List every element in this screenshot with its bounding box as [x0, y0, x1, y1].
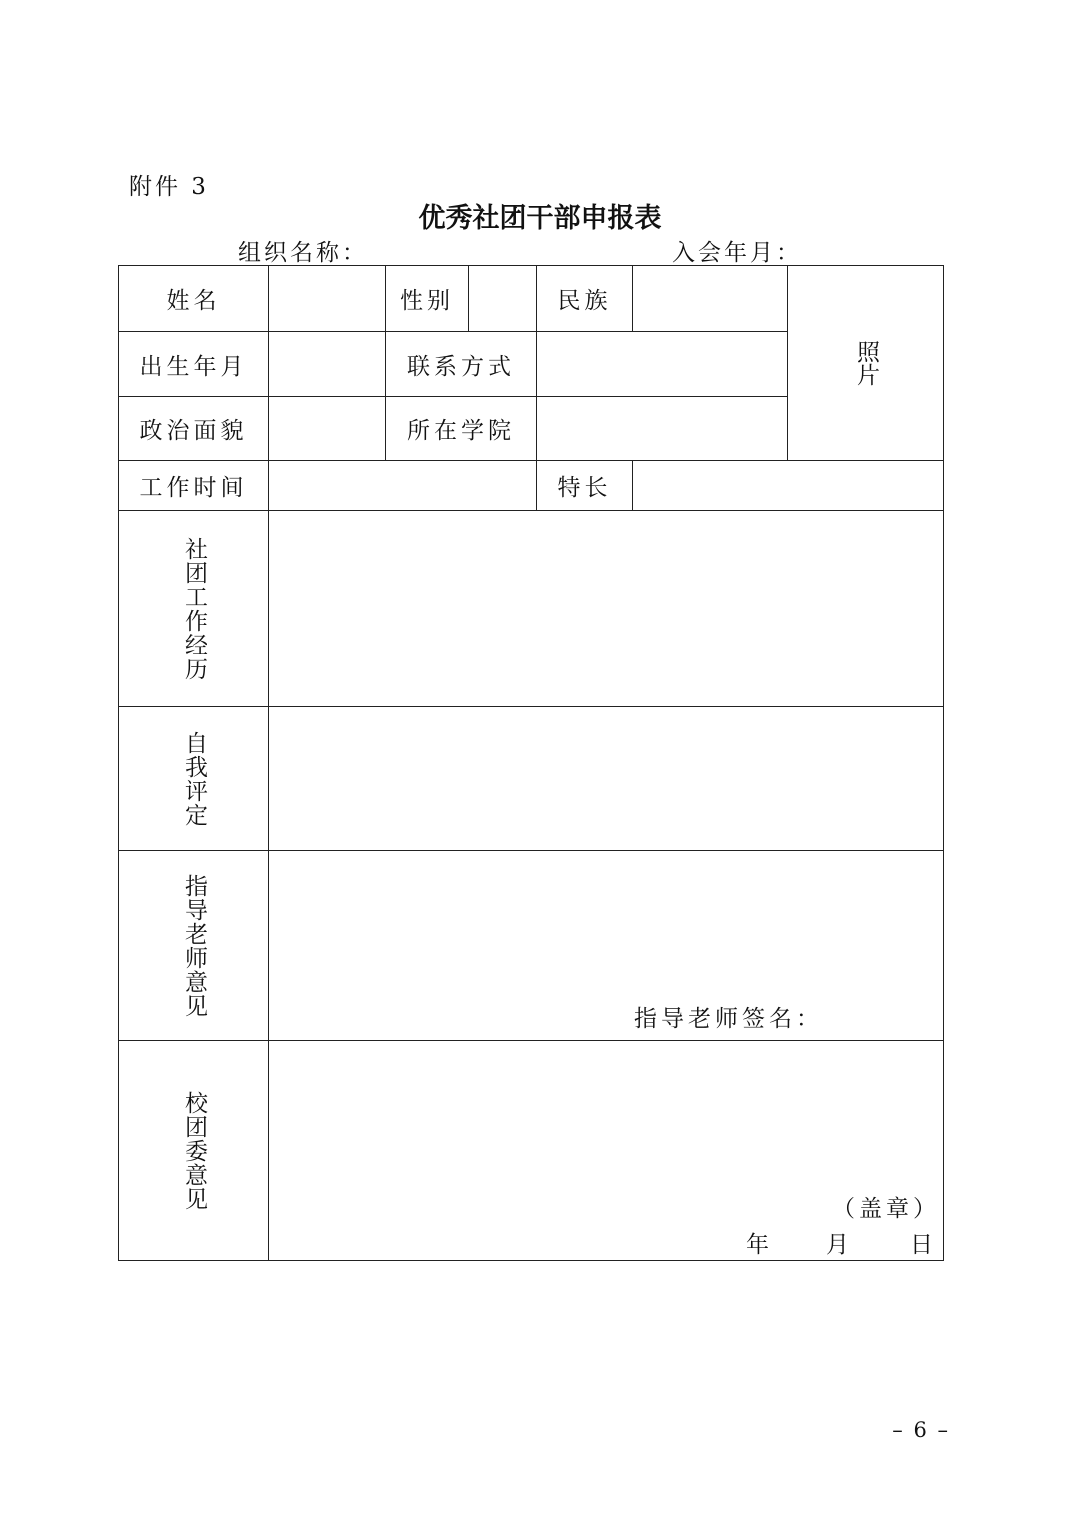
photo-label-text: 照片 — [853, 340, 879, 386]
league-opinion-label-cell — [119, 1041, 268, 1260]
birth-label: 出生年月 — [139, 353, 248, 380]
ethnicity-field[interactable] — [633, 266, 787, 331]
advisor-opinion-label-cell — [119, 851, 268, 1040]
club-experience-label-cell — [119, 511, 268, 706]
organization-name-label: 组织名称： — [238, 240, 368, 266]
ethnicity-label: 民族 — [557, 288, 612, 314]
self-evaluation-label-cell — [119, 707, 268, 850]
league-opinion-label: 校团委意见 — [181, 1090, 207, 1211]
advisor-signature-label: 指导老师签名： — [634, 1006, 823, 1032]
table-border-bottom — [118, 1260, 944, 1261]
seal-label: （盖章） — [832, 1196, 940, 1222]
attachment-label: 附件 3 — [129, 174, 209, 200]
specialty-field[interactable] — [633, 461, 943, 510]
work-time-field[interactable] — [269, 461, 536, 510]
birth-field[interactable] — [269, 332, 385, 396]
specialty-label: 特长 — [557, 475, 612, 501]
join-date-label: 入会年月： — [672, 240, 802, 266]
photo-label — [852, 340, 879, 386]
advisor-opinion-label: 指导老师意见 — [181, 873, 207, 1018]
date-day-label: 日 — [910, 1232, 933, 1258]
political-status-field[interactable] — [269, 397, 385, 460]
page-number: – 6 – — [892, 1418, 950, 1442]
work-time-label: 工作时间 — [139, 475, 248, 501]
contact-label: 联系方式 — [407, 353, 515, 380]
political-status-label: 政治面貌 — [139, 418, 248, 444]
college-label: 所在学院 — [407, 418, 515, 444]
name-field[interactable] — [269, 266, 385, 331]
self-evaluation-label: 自我评定 — [181, 730, 207, 827]
club-experience-label: 社团工作经历 — [181, 536, 207, 681]
date-year-label: 年 — [746, 1232, 769, 1258]
photo-box[interactable] — [788, 266, 943, 460]
gender-field[interactable] — [469, 266, 536, 331]
advisor-opinion-field[interactable] — [269, 851, 943, 1040]
college-field[interactable] — [537, 397, 787, 460]
table-border-right — [943, 265, 944, 1260]
club-experience-field[interactable] — [269, 511, 943, 706]
name-label: 姓名 — [166, 288, 221, 314]
contact-field[interactable] — [537, 332, 787, 396]
date-month-label: 月 — [826, 1232, 849, 1258]
gender-label: 性别 — [400, 288, 454, 314]
form-title: 优秀社团干部申报表 — [418, 203, 662, 234]
self-evaluation-field[interactable] — [269, 707, 943, 850]
